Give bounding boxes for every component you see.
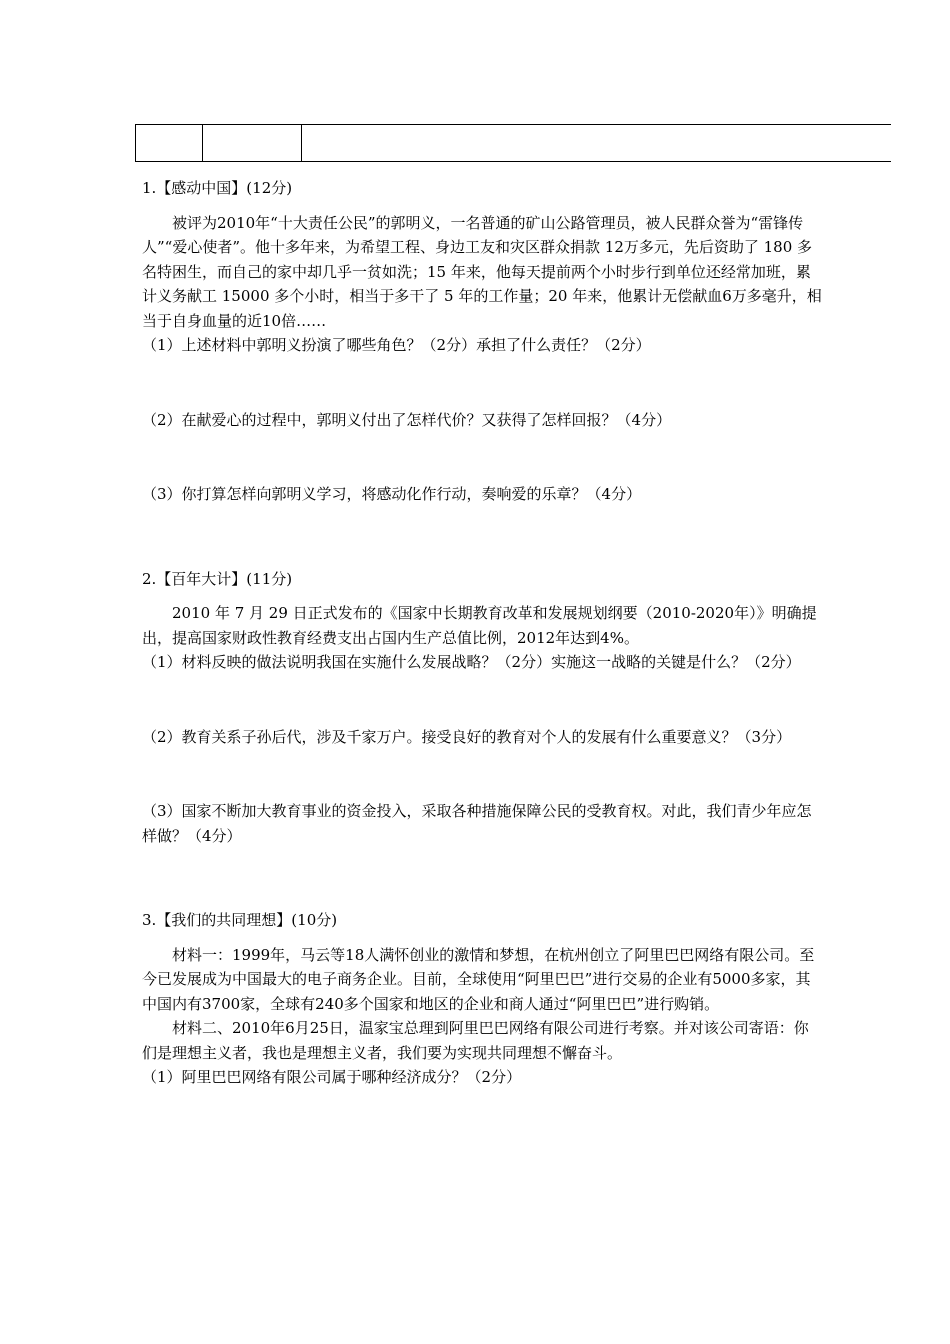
question-1 xyxy=(142,176,822,507)
question-heading: 3.【我们的共同理想】(10分) xyxy=(142,911,338,929)
material-paragraph: 2010 年 7 月 29 日正式发布的《国家中长期教育改革和发展规划纲要（2010-2020年）》明确提出，提高国家财政性教育经费支出占国内生产总值比例，2012年达到4%。 xyxy=(142,604,817,647)
sub-question: （1）上述材料中郭明义扮演了哪些角色？（2分）承担了什么责任？（2分） xyxy=(142,336,651,354)
sub-question: （2）在献爱心的过程中，郭明义付出了怎样代价？又获得了怎样回报？（4分） xyxy=(142,410,672,429)
material-paragraph: 被评为2010年“十大责任公民”的郭明义，一名普通的矿山公路管理员，被人民群众誉为“雷锋传人”“爱心使者”。他十多年来，为希望工程、身边工友和灾区群众捐款 12万多元，先后资助了 180 多名特困生，而自己的家中却几乎一贫如洗；15 年来，他每天提前两个小时步行到单位还经常加班，累计义务献工 15000 多个小时，相当于多干了 5 年的工作量；20 年来，他累计无偿献血6万多毫升，相当于自身血量的近10倍…… xyxy=(142,213,822,330)
exam-content xyxy=(142,176,822,1090)
sub-question: （1）材料反映的做法说明我国在实施什么发展战略？（2分）实施这一战略的关键是什么？（2分） xyxy=(142,653,801,671)
sub-question: （3）国家不断加大教育事业的资金投入，采取各种措施保障公民的受教育权。对此，我们青少年应怎样做？（4分） xyxy=(142,802,812,845)
question-3 xyxy=(142,908,822,1090)
material-paragraph: 材料一：1999年，马云等18人满怀创业的激情和梦想，在杭州创立了阿里巴巴网络有限公司。至今已发展成为中国最大的电子商务企业。目前，全球使用“阿里巴巴”进行交易的企业有5000多家，其中国内有3700家，全球有240多个国家和地区的企业和商人通过“阿里巴巴”进行购销。 xyxy=(142,945,815,1013)
sub-question: （2）教育关系子孙后代，涉及千家万户。接受良好的教育对个人的发展有什么重要意义？（3分） xyxy=(142,727,792,746)
score-table xyxy=(135,124,891,162)
score-table-row xyxy=(136,125,892,162)
question-2 xyxy=(142,567,822,849)
question-heading: 2.【百年大计】(11分) xyxy=(142,569,293,588)
score-cell xyxy=(302,125,892,162)
score-cell xyxy=(203,125,302,162)
score-cell xyxy=(136,125,203,162)
question-heading: 1.【感动中国】(12分) xyxy=(142,179,293,197)
sub-question: （3）你打算怎样向郭明义学习，将感动化作行动，奏响爱的乐章？（4分） xyxy=(142,485,642,503)
sub-question: （1）阿里巴巴网络有限公司属于哪种经济成分？（2分） xyxy=(142,1068,522,1086)
material-paragraph: 材料二、2010年6月25日，温家宝总理到阿里巴巴网络有限公司进行考察。并对该公司寄语：你们是理想主义者，我也是理想主义者，我们要为实现共同理想不懈奋斗。 xyxy=(142,1019,809,1062)
